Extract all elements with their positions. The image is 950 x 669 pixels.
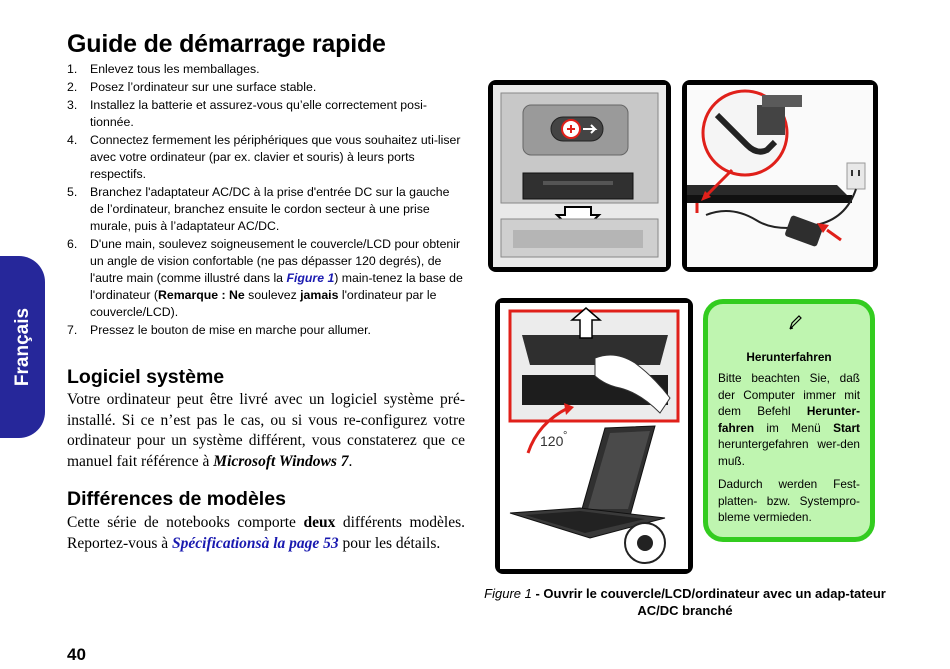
language-tab-label: Français <box>11 307 33 387</box>
step-item: 5. Branchez l'adaptateur AC/DC à la prise d'entrée DC sur la gauche de l’ordinateur, branchez ensuite le cordon secteur à une prise murale, puis à l’adaptateur AC/DC. <box>67 185 450 233</box>
battery-install-illustration <box>493 85 666 267</box>
software-heading: Logiciel système <box>67 366 225 388</box>
page-number: 40 <box>67 645 86 664</box>
step-item: 7. Pressez le bouton de mise en marche pour allumer. <box>67 323 371 337</box>
software-paragraph: Votre ordinateur peut être livré avec un logiciel système pré-installé. Si ce n’est pas le cas, ou si vous re-configurez votre ordinateur pour un système différent, vous constaterez que ce manuel fait référence à Microsoft Windows 7. <box>67 391 465 470</box>
figure-caption: Figure 1 - Ouvrir le couvercle/LCD/ordinateur avec un adap-tateur AC/DC branché <box>484 586 886 618</box>
step-item: 2. Posez l’ordinateur sur une surface stable. <box>67 80 317 94</box>
shutdown-note <box>703 299 875 542</box>
step-item: 6. D'une main, soulevez soigneusement le couvercle/LCD pour obtenir un angle de vision confortable (ne pas dépasser 120 degrés), de l'autre main (comme illustré dans la Figure 1) main-tenez la base de l'ordinateur (Remarque : Ne soulevez jamais l'ordinateur par le couvercle/LCD). <box>67 237 463 319</box>
adapter-connection-illustration <box>687 85 873 267</box>
models-paragraph: Cette série de notebooks comporte deux différents modèles. Reportez-vous à Spécificationsà la page 53 pour les détails. <box>67 514 466 552</box>
steps-list <box>67 61 465 340</box>
page-title: Guide de démarrage rapide <box>67 30 386 58</box>
lid-opening-image <box>495 298 693 574</box>
note-title: Herunterfahren <box>746 350 832 364</box>
adapter-connection-image <box>682 80 878 272</box>
figure-reference-link[interactable]: Figure 1 <box>286 271 335 285</box>
note-paragraph: Bitte beachten Sie, daß der Computer immer mit dem Befehl Herunter-fahren im Menü Start heruntergefahren wer-den muß. <box>718 371 860 468</box>
step-item: 1. Enlevez tous les memballages. <box>67 62 260 76</box>
language-tab <box>0 256 45 438</box>
note-paragraph: Dadurch werden Fest-platten- bzw. Systempro-bleme vermieden. <box>718 477 860 524</box>
step-item: 4. Connectez fermement les périphériques que vous souhaitez uti-liser avec votre ordinateur (par ex. clavier et souris) à leurs ports respectifs. <box>67 133 461 181</box>
battery-install-image <box>488 80 671 272</box>
degree-sign: ° <box>563 430 568 442</box>
angle-label: 120 <box>540 433 564 449</box>
step-item: 3. Installez la batterie et assurez-vous qu’elle correctement posi-tionnée. <box>67 98 427 129</box>
lid-opening-illustration <box>500 303 688 569</box>
specifications-link[interactable]: Spécificationsà la page 53 <box>172 534 339 552</box>
pen-icon <box>788 315 802 336</box>
models-heading: Différences de modèles <box>67 488 286 510</box>
